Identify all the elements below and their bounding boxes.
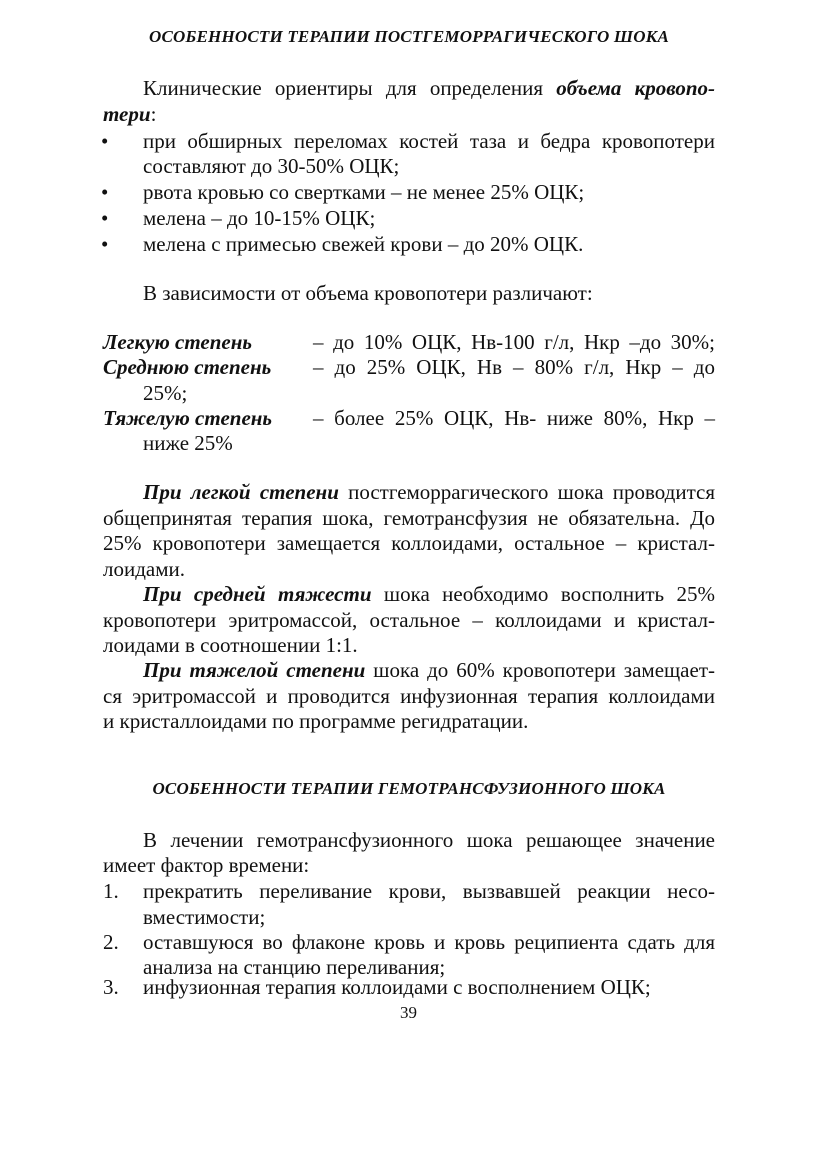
degree-desc-severe: – более 25% ОЦК, Нв- ниже 80%, Нкр – [313,406,715,430]
bullet-item-2: рвота кровью со свертками – не менее 25% ОЦК; [143,180,585,204]
list-item-1-line-1: прекратить переливание крови, вызвавшей реакции несо- [143,879,715,903]
paragraph-light-line-3: 25% кровопотери замещается коллоидами, остальное – кристал- [103,531,715,555]
paragraph-severe-term: При тяжелой степени [143,658,366,682]
list-item-1-line-2: вместимости; [143,905,266,929]
intro-line-1 [143,75,715,101]
paragraph-medium-text: шока необходимо восполнить 25% [371,582,715,606]
degree-desc-medium: – до 25% ОЦК, Нв – 80% г/л, Нкр – до [313,355,715,379]
paragraph-light-line-1 [143,479,715,505]
bullet-item-1-line-2: составляют до 30-50% ОЦК; [143,154,400,178]
list-item-2-line-2: анализа на станцию переливания; [143,955,446,979]
section2-intro-line-1: В лечении гемотрансфузионного шока решающее значение [143,828,715,852]
section2-intro-line-2: имеет фактор времени: [103,853,310,877]
bullet-item-4: мелена с примесью свежей крови – до 20% ОЦК. [143,232,584,256]
section-heading-hemotransfusion: ОСОБЕННОСТИ ТЕРАПИИ ГЕМОТРАНСФУЗИОННОГО ШОКА [152,779,666,798]
paragraph-severe-line-2: ся эритромассой и проводится инфузионная терапия коллоидами [103,684,715,708]
paragraph-medium-term: При средней тяжести [143,582,372,606]
page-number: 39 [400,1003,417,1022]
degree-desc-light: – до 10% ОЦК, Нв-100 г/л, Нкр –до 30%; [313,330,715,354]
degrees-intro: В зависимости от объема кровопотери различают: [143,281,593,305]
bullet-item-1-line-1: при обширных переломах костей таза и бедра кровопотери [143,129,715,153]
paragraph-medium-line-1 [143,581,715,607]
list-number: 2. [103,930,119,954]
paragraph-light-term: При легкой степени [143,480,339,504]
list-number: 1. [103,879,119,903]
degree-label-severe: Тяжелую степень [103,406,273,430]
intro-line-2 [103,101,156,127]
paragraph-light-line-4: лоидами. [103,557,186,581]
bullet-icon: • [101,129,109,153]
section-heading-posthemorrhagic: ОСОБЕННОСТИ ТЕРАПИИ ПОСТГЕМОРРАГИЧЕСКОГО ШОКА [149,27,669,46]
bullet-icon: • [101,180,109,204]
degree-desc-medium-cont: 25%; [143,381,188,405]
degree-label-light: Легкую степень [103,330,252,354]
paragraph-severe-line-3: и кристаллоидами по программе регидратации. [103,709,529,733]
list-item-2-line-1: оставшуюся во флаконе кровь и кровь реципиента сдать для [143,930,715,954]
bullet-icon: • [101,206,109,230]
bullet-item-3: мелена – до 10-15% ОЦК; [143,206,376,230]
paragraph-medium-line-3: лоидами в соотношении 1:1. [103,633,358,657]
bullet-icon: • [101,232,109,256]
paragraph-severe-line-1 [143,657,715,683]
intro-colon: : [150,102,157,126]
intro-bold-term-cont: тери [103,102,151,126]
list-item-3: инфузионная терапия коллоидами с восполнением ОЦК; [143,975,651,999]
paragraph-light-text: постгеморрагического шока проводится [338,480,715,504]
paragraph-severe-text: шока до 60% кровопотери замещает- [365,658,715,682]
list-number: 3. [103,975,119,999]
paragraph-light-line-2: общепринятая терапия шока, гемотрансфузия не обязательна. До [103,506,715,530]
intro-bold-term: объема кровопо- [556,76,715,100]
degree-label-medium: Среднюю степень [103,355,272,379]
degree-desc-severe-cont: ниже 25% [143,431,233,455]
paragraph-medium-line-2: кровопотери эритромассой, остальное – коллоидами и кристал- [103,608,715,632]
intro-plain-text: Клинические ориентиры для определения [143,76,557,100]
